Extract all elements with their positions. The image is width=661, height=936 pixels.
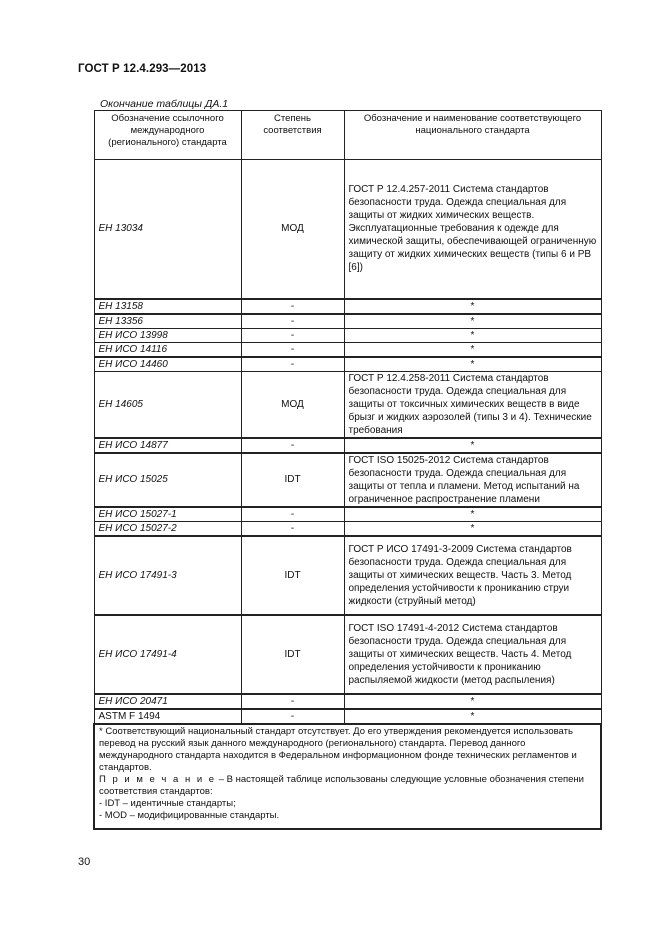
table-header-row <box>94 111 601 160</box>
table-caption: Окончание таблицы ДА.1 <box>100 98 229 110</box>
national-cell: ГОСТ Р ИСО 17491-3-2009 Система стандартов безопасности труда. Одежда специальная для защиты от химических веществ. Часть 3. Метод определения устойчивости к прониканию струи жидкости (струйный метод) <box>344 536 601 615</box>
national-cell: * <box>344 521 601 536</box>
degree-cell: МОД <box>241 371 344 438</box>
degree-cell: - <box>241 299 344 314</box>
table-row <box>94 615 601 694</box>
table-row <box>94 328 601 342</box>
table-row <box>94 160 601 299</box>
table-row <box>94 371 601 438</box>
ref-cell: ЕН ИСО 14116 <box>94 342 241 357</box>
note-item-mod: - MOD – модифицированные стандарты. <box>99 809 280 821</box>
degree-cell: - <box>241 357 344 372</box>
table-row <box>94 694 601 709</box>
standards-table <box>93 110 602 830</box>
ref-cell: ASTM F 1494 <box>94 709 241 724</box>
ref-cell: ЕН 13158 <box>94 299 241 314</box>
footnote-cell <box>94 724 601 829</box>
note-text: – В настоящей таблице использованы следующие условные обозначения степени соответствия стандартов: <box>99 773 584 797</box>
degree-cell: - <box>241 328 344 342</box>
note-item-idt: - IDT – идентичные стандарты; <box>99 797 236 809</box>
degree-cell: IDT <box>241 536 344 615</box>
ref-cell: ЕН ИСО 13998 <box>94 328 241 342</box>
column-header-reference: Обозначение ссылочного международного (регионального) стандарта <box>94 111 241 160</box>
note-label: П р и м е ч а н и е <box>99 773 217 785</box>
national-cell: * <box>344 438 601 453</box>
national-cell: * <box>344 299 601 314</box>
ref-cell: ЕН ИСО 14460 <box>94 357 241 372</box>
national-cell: ГОСТ ISO 17491-4-2012 Система стандартов безопасности труда. Одежда специальная для защиты от химических веществ. Часть 4. Метод определения устойчивости к прониканию распыляемой жидкости (метод распыления) <box>344 615 601 694</box>
table-row <box>94 438 601 453</box>
national-cell: * <box>344 357 601 372</box>
page-number: 30 <box>78 856 91 868</box>
ref-cell: ЕН 13034 <box>94 160 241 299</box>
table-row <box>94 507 601 522</box>
table-row <box>94 357 601 372</box>
ref-cell: ЕН ИСО 15027-1 <box>94 507 241 522</box>
ref-cell: ЕН ИСО 15027-2 <box>94 521 241 536</box>
table-row <box>94 536 601 615</box>
ref-cell: ЕН 13356 <box>94 314 241 329</box>
table-footnote-row <box>94 724 601 829</box>
degree-cell: - <box>241 507 344 522</box>
table-row <box>94 342 601 357</box>
degree-cell: МОД <box>241 160 344 299</box>
ref-cell: ЕН ИСО 15025 <box>94 453 241 507</box>
national-cell: * <box>344 342 601 357</box>
degree-cell: - <box>241 521 344 536</box>
column-header-national: Обозначение и наименование соответствующего национального стандарта <box>344 111 601 160</box>
ref-cell: ЕН ИСО 14877 <box>94 438 241 453</box>
degree-cell: IDT <box>241 453 344 507</box>
table-row <box>94 709 601 724</box>
national-cell: * <box>344 694 601 709</box>
note-paragraph <box>99 774 594 798</box>
ref-cell: ЕН 14605 <box>94 371 241 438</box>
ref-cell: ЕН ИСО 17491-3 <box>94 536 241 615</box>
table-row <box>94 314 601 329</box>
degree-cell: - <box>241 342 344 357</box>
national-cell: * <box>344 507 601 522</box>
national-cell: ГОСТ Р 12.4.258-2011 Система стандартов безопасности труда. Одежда специальная для защиты от токсичных химических веществ в виде брызг и жидких аэрозолей (типы 3 и 4). Технические требования <box>344 371 601 438</box>
ref-cell: ЕН ИСО 17491-4 <box>94 615 241 694</box>
degree-cell: - <box>241 709 344 724</box>
degree-cell: - <box>241 438 344 453</box>
national-cell: ГОСТ Р 12.4.257-2011 Система стандартов безопасности труда. Одежда специальная для защиты от жидких химических веществ. Эксплуатационные требования к одежде для химической защиты, обеспечивающей ограниченную защиту от жидких химических веществ (типы 6 и PB [6]) <box>344 160 601 299</box>
footnote-text: * Соответствующий национальный стандарт отсутствует. До его утверждения рекомендуется использовать перевод на русский язык данного международного (регионального) стандарта. Перевод данного международного стандарта находится в Федеральном информационном фонде технических регламентов и стандартов. <box>99 725 577 773</box>
degree-cell: IDT <box>241 615 344 694</box>
document-code: ГОСТ Р 12.4.293—2013 <box>78 63 207 75</box>
table-row <box>94 299 601 314</box>
degree-cell: - <box>241 694 344 709</box>
national-cell: * <box>344 328 601 342</box>
degree-cell: - <box>241 314 344 329</box>
national-cell: * <box>344 709 601 724</box>
table-row <box>94 453 601 507</box>
table-row <box>94 521 601 536</box>
ref-cell: ЕН ИСО 20471 <box>94 694 241 709</box>
national-cell: * <box>344 314 601 329</box>
national-cell: ГОСТ ISO 15025-2012 Система стандартов безопасности труда. Одежда специальная для защиты от тепла и пламени. Метод испытаний на ограниченное распространение пламени <box>344 453 601 507</box>
column-header-degree: Степень соответствия <box>241 111 344 160</box>
